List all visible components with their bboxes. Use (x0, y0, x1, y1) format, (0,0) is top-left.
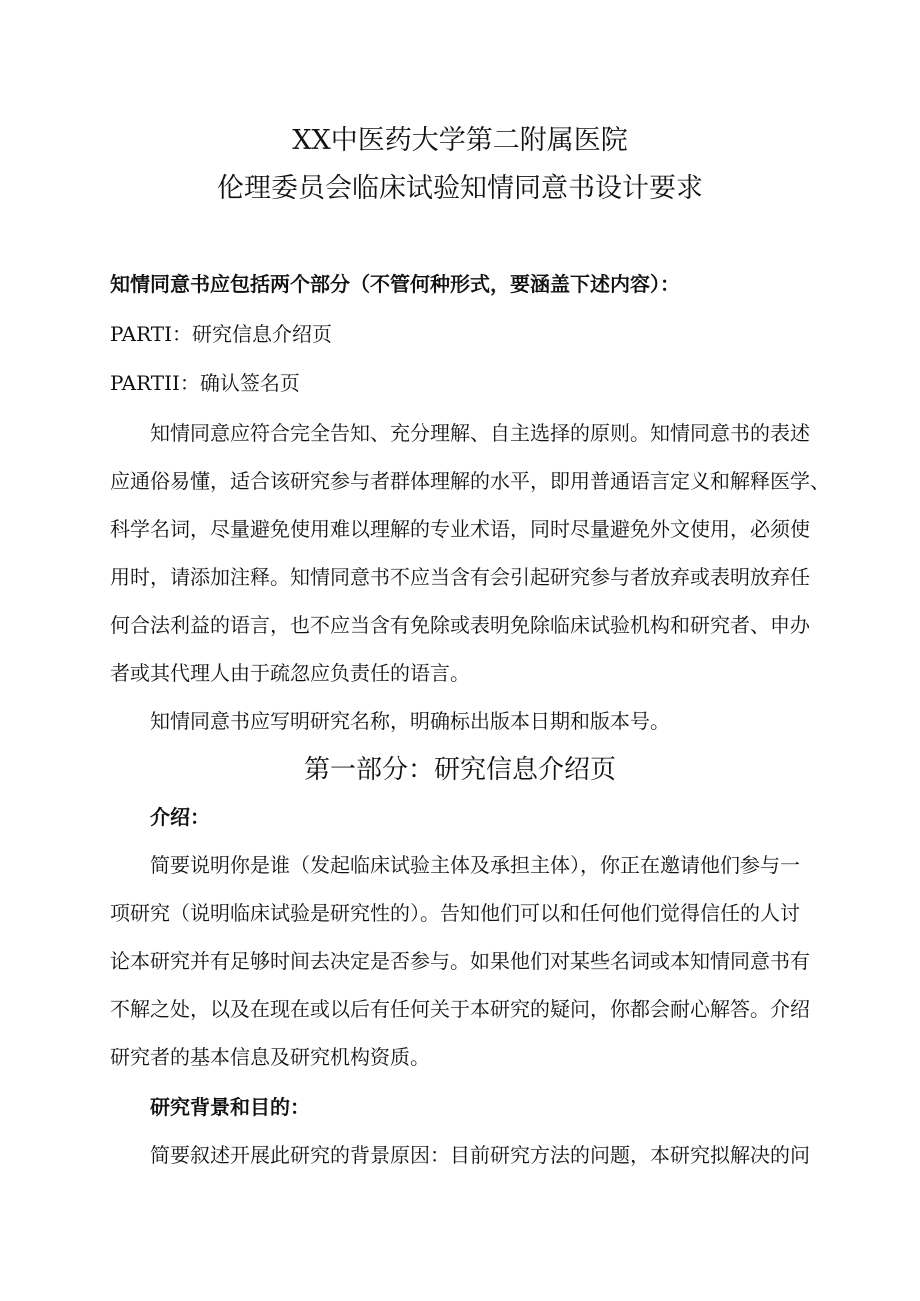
part2-label: PARTII：确认签名页 (110, 371, 300, 395)
sub2-para-line: 简要叙述开展此研究的背景原因：目前研究方法的问题，本研究拟解决的问 (150, 1143, 810, 1167)
document-title-line-1: XX中医药大学第二附属医院 (292, 125, 628, 156)
sub1-para-line: 简要说明你是谁（发起临床试验主体及承担主体），你正在邀请他们参与一 (150, 853, 800, 877)
para1-line: 知情同意应符合完全告知、充分理解、自主选择的原则。知情同意书的表述 (150, 421, 810, 445)
section1-heading: 第一部分：研究信息介绍页 (303, 755, 616, 785)
para1-line: 者或其代理人由于疏忽应负责任的语言。 (110, 661, 470, 685)
section1-sub1-heading: 介绍： (150, 805, 210, 829)
part1-label: PARTI：研究信息介绍页 (110, 322, 333, 346)
para2-line: 知情同意书应写明研究名称，明确标出版本日期和版本号。 (150, 709, 670, 733)
para1-line: 何合法利益的语言，也不应当含有免除或表明免除临床试验机构和研究者、申办 (110, 613, 810, 637)
sub1-para-line: 项研究（说明临床试验是研究性的）。告知他们可以和任何他们觉得信任的人讨 (110, 901, 800, 925)
document-title-line-2: 伦理委员会临床试验知情同意书设计要求 (217, 173, 703, 204)
para1-line: 科学名词，尽量避免使用难以理解的专业术语，同时尽量避免外文使用，必须使 (110, 517, 810, 541)
sub1-para-line: 不解之处，以及在现在或以后有任何关于本研究的疑问，你都会耐心解答。介绍 (110, 997, 810, 1021)
sub1-para-line: 论本研究并有足够时间去决定是否参与。如果他们对某些名词或本知情同意书有 (110, 949, 810, 973)
section1-sub2-heading: 研究背景和目的： (150, 1095, 310, 1119)
para1-line: 应通俗易懂，适合该研究参与者群体理解的水平，即用普通语言定义和解释医学、 (110, 469, 830, 493)
intro-lead: 知情同意书应包括两个部分（不管何种形式，要涵盖下述内容）： (110, 272, 680, 296)
sub1-para-line: 研究者的基本信息及研究机构资质。 (110, 1045, 430, 1069)
para1-line: 用时，请添加注释。知情同意书不应当含有会引起研究参与者放弃或表明放弃任 (110, 565, 810, 589)
